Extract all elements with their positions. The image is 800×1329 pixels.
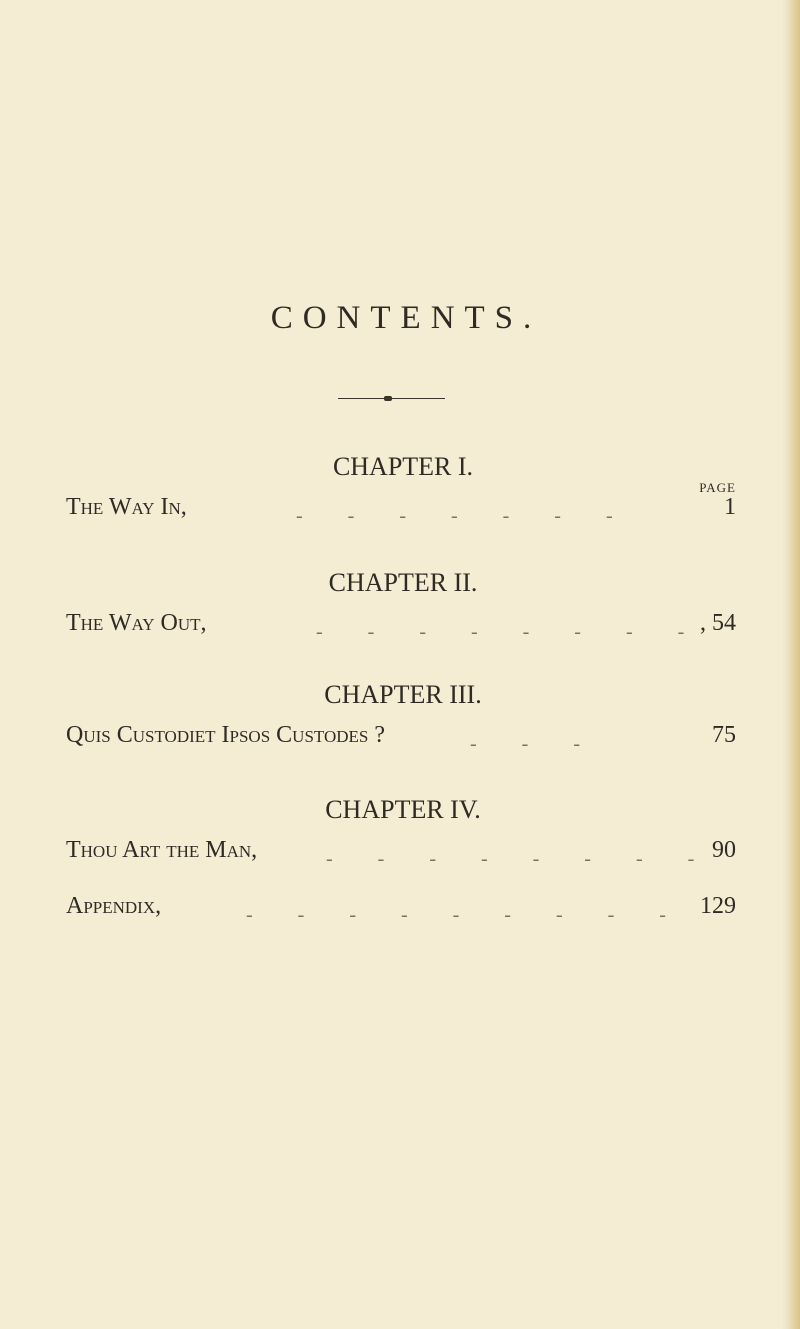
paper-edge	[782, 0, 800, 1329]
toc-entry-leader: - - - - - - - -	[316, 621, 705, 643]
toc-entry-title: The Way Out,	[66, 610, 207, 636]
toc-entry-page-number: 1	[724, 494, 736, 520]
title-divider	[338, 398, 445, 399]
toc-entry-3[interactable]	[66, 723, 736, 753]
toc-entry-page-number: , 54	[700, 610, 736, 636]
toc-entry-title: Appendix,	[66, 893, 162, 919]
toc-entry-5[interactable]	[66, 894, 736, 924]
chapter-heading-1: CHAPTER I.	[332, 452, 474, 481]
toc-entry-page-number: 75	[712, 722, 736, 748]
toc-entry-leader: - - -	[470, 733, 600, 755]
toc-entry-page-number: 90	[712, 837, 736, 863]
toc-entry-2[interactable]	[66, 611, 736, 641]
chapter-heading-3: CHAPTER III.	[324, 680, 482, 709]
toc-entry-1[interactable]	[66, 495, 736, 525]
toc-entry-4[interactable]	[66, 838, 736, 868]
page-column-label: PAGE	[699, 480, 736, 495]
page-title: CONTENTS.	[270, 300, 542, 336]
toc-entry-page-number: 129	[700, 893, 736, 919]
toc-entry-title: Thou Art the Man,	[66, 837, 258, 863]
toc-entry-leader: - - - - - - - -	[326, 848, 715, 870]
toc-entry-title: The Way In,	[66, 494, 187, 520]
chapter-heading-2: CHAPTER II.	[328, 568, 478, 597]
toc-entry-leader: - - - - - - - - -	[246, 904, 686, 926]
toc-entry-leader: - - - - - - -	[296, 505, 633, 527]
toc-entry-title: Quis Custodiet Ipsos Custodes ?	[66, 722, 386, 748]
chapter-heading-4: CHAPTER IV.	[325, 795, 481, 824]
